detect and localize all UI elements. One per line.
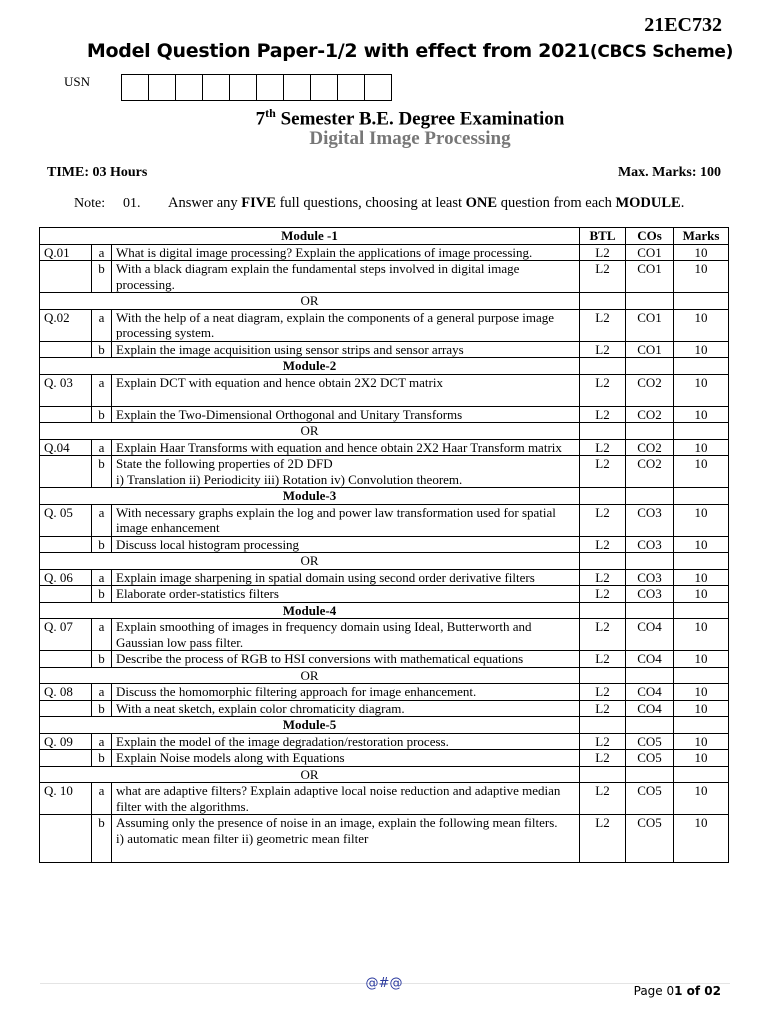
btl-level: L2	[580, 684, 626, 701]
question-number	[40, 456, 92, 488]
question-row	[40, 244, 729, 261]
question-text-line: With a neat sketch, explain color chromaticity diagram.	[116, 700, 405, 716]
or-label: OR	[40, 667, 580, 684]
empty-cell	[674, 766, 729, 783]
module-label: Module-5	[40, 717, 580, 734]
question-text-line: Explain smoothing of images in frequency domain using Ideal, Butterworth and Gaussian low pass filter.	[116, 619, 532, 650]
course-outcome: CO2	[626, 439, 674, 456]
or-label: OR	[40, 766, 580, 783]
question-part: b	[92, 586, 112, 603]
empty-cell	[674, 358, 729, 375]
question-number: Q. 05	[40, 504, 92, 536]
btl-level: L2	[580, 309, 626, 341]
question-number: Q.01	[40, 244, 92, 261]
course-outcome: CO1	[626, 309, 674, 341]
marks-value: 10	[674, 244, 729, 261]
empty-cell	[626, 488, 674, 505]
course-outcome: CO2	[626, 374, 674, 406]
question-number	[40, 536, 92, 553]
question-part: a	[92, 569, 112, 586]
question-text-line: Elaborate order-statistics filters	[116, 586, 279, 601]
note-part: Answer any	[168, 195, 242, 211]
question-text-line: Explain Haar Transforms with equation and hence obtain 2X2 Haar Transform matrix	[116, 439, 562, 455]
question-part: b	[92, 815, 112, 863]
btl-level: L2	[580, 783, 626, 815]
usn-box	[284, 74, 311, 101]
or-label: OR	[40, 553, 580, 570]
question-text	[112, 374, 580, 406]
question-number: Q. 08	[40, 684, 92, 701]
question-text	[112, 684, 580, 701]
question-text-line: With the help of a neat diagram, explain the components of a general purpose image processing system.	[116, 309, 555, 340]
question-row	[40, 439, 729, 456]
empty-cell	[580, 488, 626, 505]
usn-boxes	[121, 74, 392, 101]
question-text	[112, 651, 580, 668]
question-part: a	[92, 783, 112, 815]
empty-cell	[674, 423, 729, 440]
question-row	[40, 586, 729, 603]
module-row	[40, 358, 729, 375]
exam-title	[0, 106, 768, 130]
question-text	[112, 733, 580, 750]
question-number	[40, 750, 92, 767]
empty-cell	[626, 423, 674, 440]
marks-value: 10	[674, 569, 729, 586]
question-number	[40, 261, 92, 293]
question-text	[112, 406, 580, 423]
module-header: Module -1	[40, 228, 580, 245]
or-row	[40, 293, 729, 310]
btl-level: L2	[580, 341, 626, 358]
marks-value: 10	[674, 700, 729, 717]
course-outcome: CO3	[626, 586, 674, 603]
question-part: a	[92, 684, 112, 701]
question-text	[112, 439, 580, 456]
module-label: Module-3	[40, 488, 580, 505]
question-text-line: With a black diagram explain the fundamental steps involved in digital image processing.	[116, 261, 520, 292]
marks-value: 10	[674, 456, 729, 488]
or-label: OR	[40, 423, 580, 440]
marks-value: 10	[674, 684, 729, 701]
question-text-line: State the following properties of 2D DFD	[116, 456, 333, 471]
question-text	[112, 536, 580, 553]
question-number	[40, 651, 92, 668]
empty-cell	[626, 717, 674, 734]
empty-cell	[580, 293, 626, 310]
note-number: 01.	[123, 196, 141, 211]
empty-cell	[580, 667, 626, 684]
btl-level: L2	[580, 406, 626, 423]
question-part: b	[92, 651, 112, 668]
empty-cell	[580, 602, 626, 619]
question-number: Q.02	[40, 309, 92, 341]
course-outcome: CO5	[626, 733, 674, 750]
question-row	[40, 341, 729, 358]
note-part: full questions, choosing at least	[275, 195, 466, 211]
module-row	[40, 488, 729, 505]
btl-level: L2	[580, 569, 626, 586]
btl-level: L2	[580, 536, 626, 553]
or-row	[40, 667, 729, 684]
footer-mark: @#@	[365, 976, 403, 991]
empty-cell	[674, 667, 729, 684]
question-number: Q. 09	[40, 733, 92, 750]
question-row	[40, 700, 729, 717]
module-row	[40, 602, 729, 619]
usn-box	[365, 74, 392, 101]
empty-cell	[580, 423, 626, 440]
question-text	[112, 586, 580, 603]
question-row	[40, 309, 729, 341]
paper-title-suffix: (CBCS Scheme)	[589, 42, 734, 62]
empty-cell	[674, 293, 729, 310]
question-part: b	[92, 456, 112, 488]
semester-number: 7	[255, 108, 266, 130]
note-emphasis: MODULE	[615, 195, 681, 211]
question-number: Q.04	[40, 439, 92, 456]
question-number: Q. 06	[40, 569, 92, 586]
question-row	[40, 651, 729, 668]
cos-header: COs	[626, 228, 674, 245]
question-text-line: Explain Noise models along with Equations	[116, 750, 345, 765]
marks-value: 10	[674, 651, 729, 668]
question-text-line: Describe the process of RGB to HSI conversions with mathematical equations	[116, 651, 524, 666]
empty-cell	[626, 667, 674, 684]
question-number: Q. 03	[40, 374, 92, 406]
course-outcome: CO3	[626, 536, 674, 553]
question-number	[40, 406, 92, 423]
or-row	[40, 766, 729, 783]
usn-box	[176, 74, 203, 101]
module-label: Module-2	[40, 358, 580, 375]
question-text	[112, 783, 580, 815]
question-row	[40, 783, 729, 815]
question-part: a	[92, 504, 112, 536]
question-part: b	[92, 750, 112, 767]
btl-level: L2	[580, 504, 626, 536]
note-label: Note:	[74, 196, 106, 211]
marks-value: 10	[674, 439, 729, 456]
semester-suffix: th	[265, 106, 276, 120]
question-text	[112, 750, 580, 767]
question-part: b	[92, 536, 112, 553]
marks-value: 10	[674, 619, 729, 651]
marks-value: 10	[674, 536, 729, 553]
btl-level: L2	[580, 374, 626, 406]
btl-level: L2	[580, 586, 626, 603]
btl-level: L2	[580, 261, 626, 293]
question-text-line: Explain the Two-Dimensional Orthogonal and Unitary Transforms	[116, 406, 463, 422]
question-number	[40, 341, 92, 358]
empty-cell	[626, 358, 674, 375]
question-text-line: What is digital image processing? Explain the applications of image processing.	[116, 244, 533, 260]
question-text	[112, 700, 580, 717]
question-text-line: Explain the model of the image degradation/restoration process.	[116, 733, 449, 749]
empty-cell	[674, 488, 729, 505]
empty-cell	[674, 717, 729, 734]
course-outcome: CO3	[626, 504, 674, 536]
question-part: a	[92, 619, 112, 651]
btl-level: L2	[580, 439, 626, 456]
paper-title	[0, 40, 768, 62]
question-text	[112, 456, 580, 488]
question-text-line: Explain image sharpening in spatial domain using second order derivative filters	[116, 569, 535, 585]
empty-cell	[626, 553, 674, 570]
question-row	[40, 733, 729, 750]
question-row	[40, 684, 729, 701]
question-number	[40, 586, 92, 603]
usn-box	[338, 74, 365, 101]
marks-value: 10	[674, 783, 729, 815]
note-part: question from each	[497, 195, 616, 211]
btl-level: L2	[580, 619, 626, 651]
course-outcome: CO4	[626, 619, 674, 651]
course-outcome: CO4	[626, 684, 674, 701]
question-text-line: i) automatic mean filter ii) geometric mean filter	[116, 830, 369, 846]
question-text-line: Explain the image acquisition using sensor strips and sensor arrays	[116, 341, 464, 357]
course-outcome: CO5	[626, 783, 674, 815]
question-text	[112, 569, 580, 586]
marks-value: 10	[674, 504, 729, 536]
question-part: b	[92, 700, 112, 717]
page-number	[634, 984, 721, 998]
note-text	[168, 195, 684, 212]
question-part: b	[92, 406, 112, 423]
usn-box	[230, 74, 257, 101]
question-row	[40, 815, 729, 863]
btl-header: BTL	[580, 228, 626, 245]
empty-cell	[674, 553, 729, 570]
note-emphasis: ONE	[465, 195, 498, 211]
course-outcome: CO4	[626, 651, 674, 668]
question-row	[40, 504, 729, 536]
empty-cell	[580, 553, 626, 570]
note-emphasis: FIVE	[241, 195, 276, 211]
marks-value: 10	[674, 374, 729, 406]
empty-cell	[674, 602, 729, 619]
marks-value: 10	[674, 750, 729, 767]
question-row	[40, 406, 729, 423]
question-row	[40, 261, 729, 293]
question-text-line: Discuss local histogram processing	[116, 536, 300, 552]
question-text	[112, 504, 580, 536]
question-part: a	[92, 244, 112, 261]
course-outcome: CO5	[626, 750, 674, 767]
course-outcome: CO4	[626, 700, 674, 717]
empty-cell	[580, 766, 626, 783]
question-text-line: With necessary graphs explain the log and power law transformation used for spatial image enhancement	[116, 504, 556, 535]
question-row	[40, 374, 729, 406]
course-outcome: CO1	[626, 244, 674, 261]
question-row	[40, 456, 729, 488]
question-text	[112, 619, 580, 651]
question-number: Q. 07	[40, 619, 92, 651]
btl-level: L2	[580, 244, 626, 261]
usn-box	[149, 74, 176, 101]
usn-box	[311, 74, 338, 101]
question-number	[40, 700, 92, 717]
question-part: a	[92, 439, 112, 456]
question-part: a	[92, 309, 112, 341]
empty-cell	[626, 293, 674, 310]
question-table	[39, 227, 729, 863]
marks-header: Marks	[674, 228, 729, 245]
question-part: a	[92, 374, 112, 406]
page-number-rest: 1 of 02	[674, 984, 721, 998]
course-outcome: CO2	[626, 406, 674, 423]
subject-code: 21EC732	[644, 14, 722, 36]
subject-name: Digital Image Processing	[309, 128, 511, 149]
question-text-line: Explain DCT with equation and hence obtain 2X2 DCT matrix	[116, 374, 443, 390]
exam-name: Semester B.E. Degree Examination	[275, 108, 565, 130]
question-row	[40, 569, 729, 586]
btl-level: L2	[580, 700, 626, 717]
course-outcome: CO5	[626, 815, 674, 863]
btl-level: L2	[580, 733, 626, 750]
or-row	[40, 423, 729, 440]
usn-box	[122, 74, 149, 101]
question-text	[112, 815, 580, 863]
marks-value: 10	[674, 341, 729, 358]
question-text-line: what are adaptive filters? Explain adaptive local noise reduction and adaptive median filter with the algorithms.	[116, 783, 561, 814]
btl-level: L2	[580, 750, 626, 767]
course-outcome: CO1	[626, 341, 674, 358]
marks-value: 10	[674, 406, 729, 423]
marks-value: 10	[674, 815, 729, 863]
empty-cell	[626, 602, 674, 619]
question-row	[40, 536, 729, 553]
question-row	[40, 750, 729, 767]
marks-value: 10	[674, 309, 729, 341]
question-row	[40, 619, 729, 651]
table-header-row	[40, 228, 729, 245]
empty-cell	[626, 766, 674, 783]
question-text-line: i) Translation ii) Periodicity iii) Rotation iv) Convolution theorem.	[116, 471, 463, 487]
module-label: Module-4	[40, 602, 580, 619]
empty-cell	[580, 717, 626, 734]
paper-title-main: Model Question Paper-1/2 with effect from 2021	[86, 40, 590, 62]
question-text	[112, 261, 580, 293]
or-label: OR	[40, 293, 580, 310]
question-number	[40, 815, 92, 863]
marks-value: 10	[674, 261, 729, 293]
marks-value: 10	[674, 733, 729, 750]
btl-level: L2	[580, 456, 626, 488]
question-text-line: Assuming only the presence of noise in an image, explain the following mean filters.	[116, 815, 558, 830]
question-text	[112, 309, 580, 341]
exam-time: TIME: 03 Hours	[47, 165, 148, 180]
course-outcome: CO2	[626, 456, 674, 488]
question-text-line: Discuss the homomorphic filtering approach for image enhancement.	[116, 684, 477, 699]
module-row	[40, 717, 729, 734]
btl-level: L2	[580, 651, 626, 668]
marks-value: 10	[674, 586, 729, 603]
or-row	[40, 553, 729, 570]
question-text	[112, 244, 580, 261]
usn-box	[257, 74, 284, 101]
note-part: .	[680, 195, 685, 211]
usn-label: USN	[64, 74, 91, 89]
max-marks: Max. Marks: 100	[617, 165, 721, 180]
usn-box	[203, 74, 230, 101]
btl-level: L2	[580, 815, 626, 863]
question-part: b	[92, 261, 112, 293]
question-part: a	[92, 733, 112, 750]
question-text	[112, 341, 580, 358]
page-number-prefix: Page 0	[633, 984, 675, 998]
course-outcome: CO3	[626, 569, 674, 586]
empty-cell	[580, 358, 626, 375]
course-outcome: CO1	[626, 261, 674, 293]
question-part: b	[92, 341, 112, 358]
question-number: Q. 10	[40, 783, 92, 815]
